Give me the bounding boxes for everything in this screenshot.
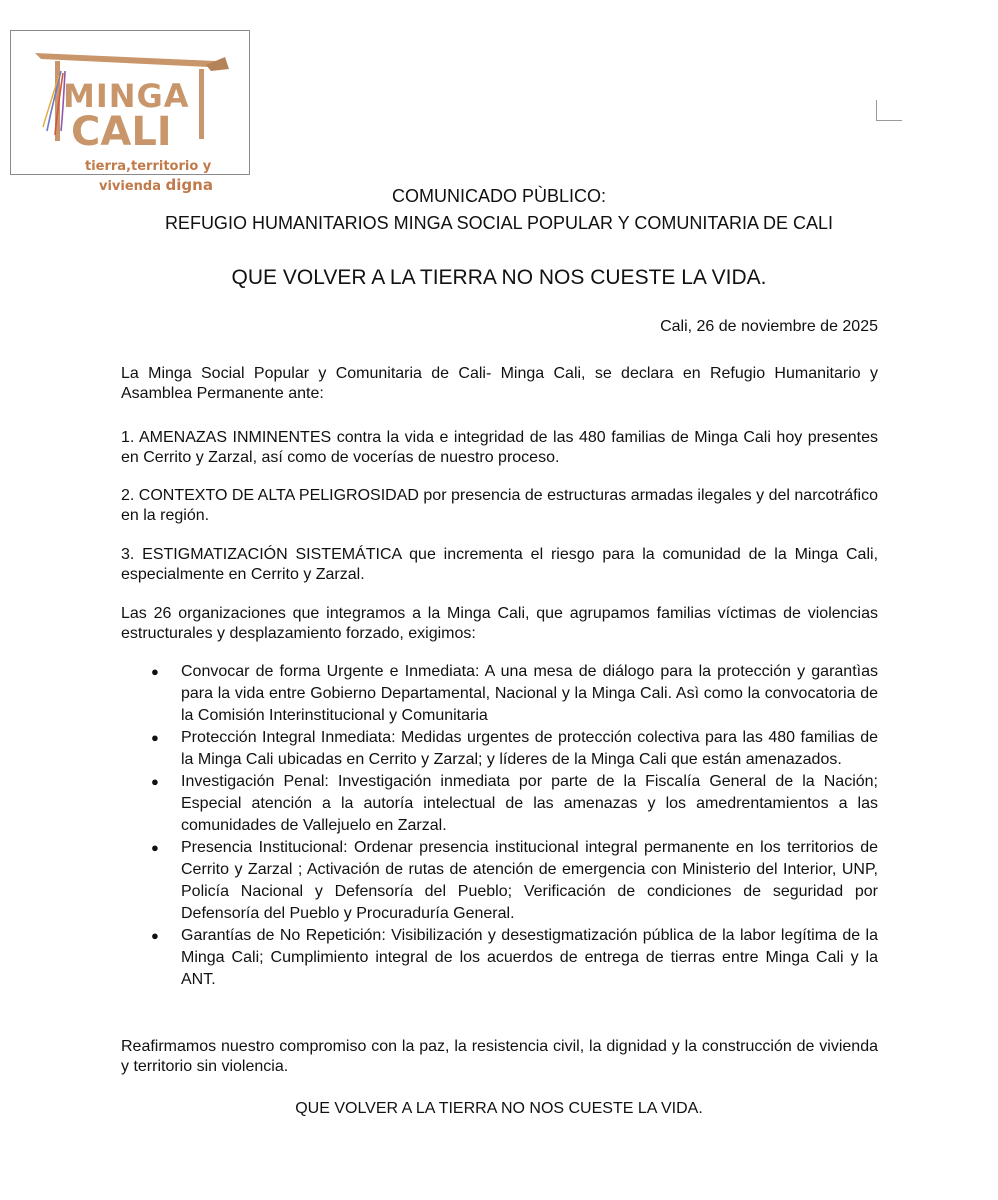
- document-date: Cali, 26 de noviembre de 2025: [660, 318, 878, 335]
- final-paragraph: Reafirmamos nuestro compromiso con la paz, la resistencia civil, la dignidad y la construcción de vivienda y territorio sin violencia.: [121, 1038, 878, 1075]
- header-refugio: REFUGIO HUMANITARIOS MINGA SOCIAL POPULAR Y COMUNITARIA DE CALI: [164, 213, 834, 233]
- bullet-icon: ●: [151, 730, 159, 745]
- header-communique: COMUNICADO PÙBLICO:: [391, 186, 607, 206]
- point-3-text: que incrementa el riesgo para la comunidad de la Minga Cali, especialmente en Cerrito y Zarzal.: [121, 546, 879, 583]
- bullet-icon: ●: [151, 840, 159, 855]
- bullet-icon: ●: [151, 664, 159, 679]
- closing-slogan: QUE VOLVER A LA TIERRA NO NOS CUESTE LA VIDA.: [295, 1100, 703, 1117]
- bullet-icon: ●: [151, 774, 159, 789]
- minga-cali-logo: [10, 30, 250, 194]
- logo-word-cali: CALI: [71, 109, 172, 155]
- list-item: [121, 771, 878, 837]
- point-1-text: contra la vida e integridad de las 480 familias de Minga Cali hoy presentes en Cerrito y Zarzal, así como de vocerías de nuestro proceso.: [121, 429, 879, 466]
- point-1-label: 1. AMENAZAS INMINENTES: [121, 429, 332, 446]
- corner-crop-mark: [876, 100, 902, 121]
- document-title: QUE VOLVER A LA TIERRA NO NOS CUESTE LA VIDA.: [231, 266, 767, 289]
- demand-text: Ordenar presencia institucional integral permanente en los territorios de Cerrito y Zarzal ; Activación de rutas de atención de emergencia con Ministerio del Interior, UNP, Policía Nacional y Defensoría del Pueblo; Verificación de condiciones de seguridad por Defensoría del Pueblo y Procuraduría General.: [181, 839, 879, 922]
- demand-label: Presencia Institucional:: [181, 839, 348, 856]
- demand-text: Visibilización y desestigmatización pública de la labor legítima de la Minga Cali; Cumplimiento integral de los acuerdos de entrega de tierras entre Minga Cali y la ANT.: [181, 927, 879, 988]
- point-3: [121, 545, 878, 585]
- point-3-label: 3. ESTIGMATIZACIÓN SISTEMÁTICA: [121, 546, 402, 563]
- bullet-icon: ●: [151, 928, 159, 943]
- demand-label: Convocar de forma Urgente e Inmediata:: [181, 663, 480, 680]
- intro-paragraph: La Minga Social Popular y Comunitaria de Cali- Minga Cali, se declara en Refugio Humanitario y Asamblea Permanente ante:: [121, 365, 878, 402]
- demand-text: Medidas urgentes de protección colectiva para las 480 familias de la Minga Cali ubicadas en Cerrito y Zarzal; y líderes de la Minga Cali que están amenazados.: [181, 729, 879, 768]
- point-2: [121, 486, 878, 526]
- point-2-label: 2. CONTEXTO DE ALTA PELIGROSIDAD: [121, 487, 419, 504]
- demand-text: A una mesa de diálogo para la protección y garantìas para la vida entre Gobierno Departamental, Nacional y la Minga Cali. Asì como la convocatoria de la Comisión Interinstitucional y Comunitaria: [181, 663, 878, 724]
- point-2-text: por presencia de estructuras armadas ilegales y del narcotráfico en la región.: [121, 487, 878, 524]
- organizations-paragraph: Las 26 organizaciones que integramos a la Minga Cali, que agrupamos familias víctimas de violencias estructurales y desplazamiento forzado, exigimos:: [121, 605, 878, 642]
- demand-label: Protección Integral Inmediata:: [181, 729, 396, 746]
- logo-tagline-2a: vivienda: [99, 179, 166, 194]
- demand-label: Investigación Penal:: [181, 773, 329, 790]
- demand-text: Investigación inmediata por parte de la Fiscalía General de la Nación; Especial atención a la autoría intelectual de las amenazas y los amedrentamientos a las comunidades de Vallejuelo en Zarzal.: [181, 773, 879, 834]
- point-1: [121, 428, 878, 468]
- logo-word-minga: MINGA: [63, 77, 190, 115]
- list-item: [121, 837, 878, 925]
- list-item: [121, 925, 878, 991]
- list-item: [121, 727, 878, 771]
- list-item: [121, 661, 878, 727]
- demands-list: [121, 661, 878, 991]
- logo-tagline-2b: digna: [165, 176, 213, 194]
- logo-tagline-1: tierra,territorio y: [85, 159, 212, 174]
- demand-label: Garantías de No Repetición:: [181, 927, 386, 944]
